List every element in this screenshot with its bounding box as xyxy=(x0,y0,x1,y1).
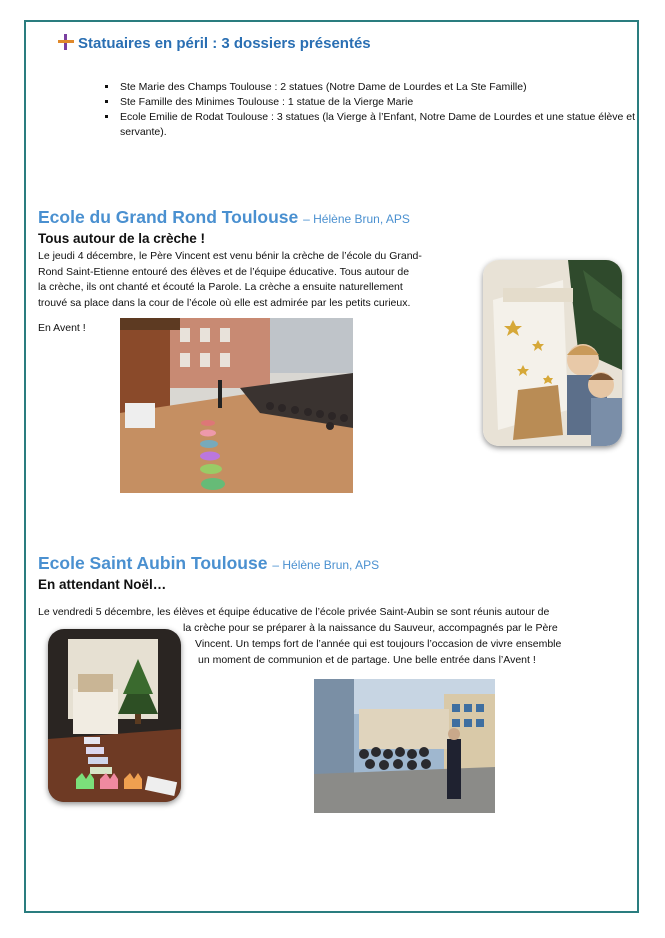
text-line: Le jeudi 4 décembre, le Père Vincent est venu bénir la crèche de l’école du Grand- xyxy=(38,250,422,262)
list-item: ▪ Ste Famille des Minimes Toulouse : 1 statue de la Vierge Marie xyxy=(118,95,648,110)
courtyard-photo xyxy=(120,318,353,493)
saint-aubin-text-line-4: un moment de communion et de partage. Une belle entrée dans l’Avent ! xyxy=(198,654,536,666)
text-line: la crèche, ils ont chanté et écouté la Parole. La crèche a ensuite naturellement xyxy=(38,281,403,293)
saint-aubin-text-line-2: la crèche pour se préparer à la naissance du Sauveur, accompagnés par le Père xyxy=(183,622,558,634)
cross-icon xyxy=(58,34,74,50)
saint-aubin-text-line-3: Vincent. Un temps fort de l’année qui est toujours l’occasion de vivre ensemble xyxy=(195,638,562,650)
list-item: ▪ Ste Marie des Champs Toulouse : 2 statues (Notre Dame de Lourdes et La Ste Famille) xyxy=(118,80,648,95)
saint-aubin-heading xyxy=(38,553,379,574)
statuaires-title: Statuaires en péril : 3 dossiers présentés xyxy=(78,35,371,52)
text-line: Rond Saint-Etienne entouré des élèves et de l’équipe éducative. Tous autour de xyxy=(38,265,410,278)
list-item: ▪ Ecole Emilie de Rodat Toulouse : 3 statues (la Vierge à l’Enfant, Notre Dame de Lourdes et une statue élève et servante). xyxy=(118,110,648,140)
children-creche-photo xyxy=(483,260,622,446)
grand-rond-avent: En Avent ! xyxy=(38,322,86,334)
grand-rond-author: – Hélène Brun, APS xyxy=(303,212,410,226)
saint-aubin-subtitle: En attendant Noël… xyxy=(38,577,167,592)
hall-tree-photo xyxy=(48,629,181,802)
grand-rond-text xyxy=(38,249,468,311)
saint-aubin-text-line-1: Le vendredi 5 décembre, les élèves et équipe éducative de l’école privée Saint-Aubin se sont réunis autour de xyxy=(38,606,550,618)
playground-gathering-photo xyxy=(314,679,495,813)
statuaires-list xyxy=(100,80,648,140)
text-line: trouvé sa place dans la cour de l’école où elle est admirée par les petits curieux. xyxy=(38,296,411,309)
saint-aubin-author: – Hélène Brun, APS xyxy=(272,558,380,572)
grand-rond-heading xyxy=(38,207,410,228)
grand-rond-title: Ecole du Grand Rond Toulouse xyxy=(38,207,299,227)
saint-aubin-title: Ecole Saint Aubin Toulouse xyxy=(38,553,268,573)
grand-rond-subtitle: Tous autour de la crèche ! xyxy=(38,231,206,246)
